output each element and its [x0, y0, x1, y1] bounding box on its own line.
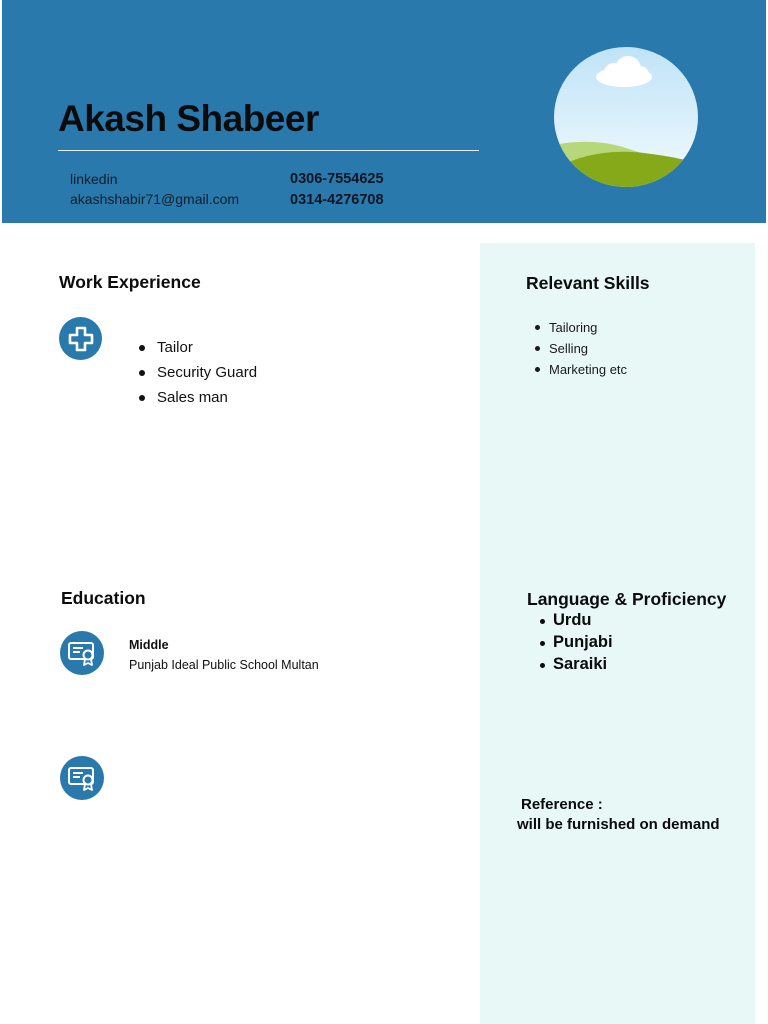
list-item: Selling: [533, 340, 627, 361]
work-experience-list: [136, 338, 257, 413]
contact-links: [70, 169, 239, 209]
relevant-skills-title: Relevant Skills: [526, 273, 650, 293]
education-school: Punjab Ideal Public School Multan: [129, 658, 319, 672]
list-item: Tailor: [136, 338, 257, 363]
contact-phones: [290, 169, 384, 211]
list-item: Saraiki: [537, 654, 613, 676]
certificate-icon: [60, 756, 104, 800]
list-item: Marketing etc: [533, 361, 627, 382]
work-experience-title: Work Experience: [59, 272, 201, 292]
language-proficiency-title: Language & Proficiency: [527, 589, 727, 609]
list-item: Security Guard: [136, 363, 257, 388]
skills-list: [533, 319, 627, 382]
reference-text: will be furnished on demand: [517, 816, 720, 833]
list-item: Punjabi: [537, 632, 613, 654]
languages-list: [537, 610, 613, 676]
header-divider: [58, 150, 479, 151]
candidate-name: Akash Shabeer: [58, 98, 319, 139]
education-level: Middle: [129, 638, 169, 652]
linkedin-link[interactable]: linkedin: [70, 171, 118, 187]
certificate-icon: [60, 631, 104, 675]
reference-label: Reference :: [521, 796, 603, 813]
phone-number-2: 0314-4276708: [290, 192, 384, 208]
list-item: Urdu: [537, 610, 613, 632]
email-link[interactable]: akashshabir71@gmail.com: [70, 191, 240, 207]
list-item: Sales man: [136, 388, 257, 413]
phone-number-1: 0306-7554625: [290, 171, 384, 187]
medical-cross-icon: [59, 317, 102, 360]
list-item: Tailoring: [533, 319, 627, 340]
education-title: Education: [61, 588, 146, 608]
education-entry: [129, 635, 319, 675]
profile-photo: [554, 47, 698, 187]
